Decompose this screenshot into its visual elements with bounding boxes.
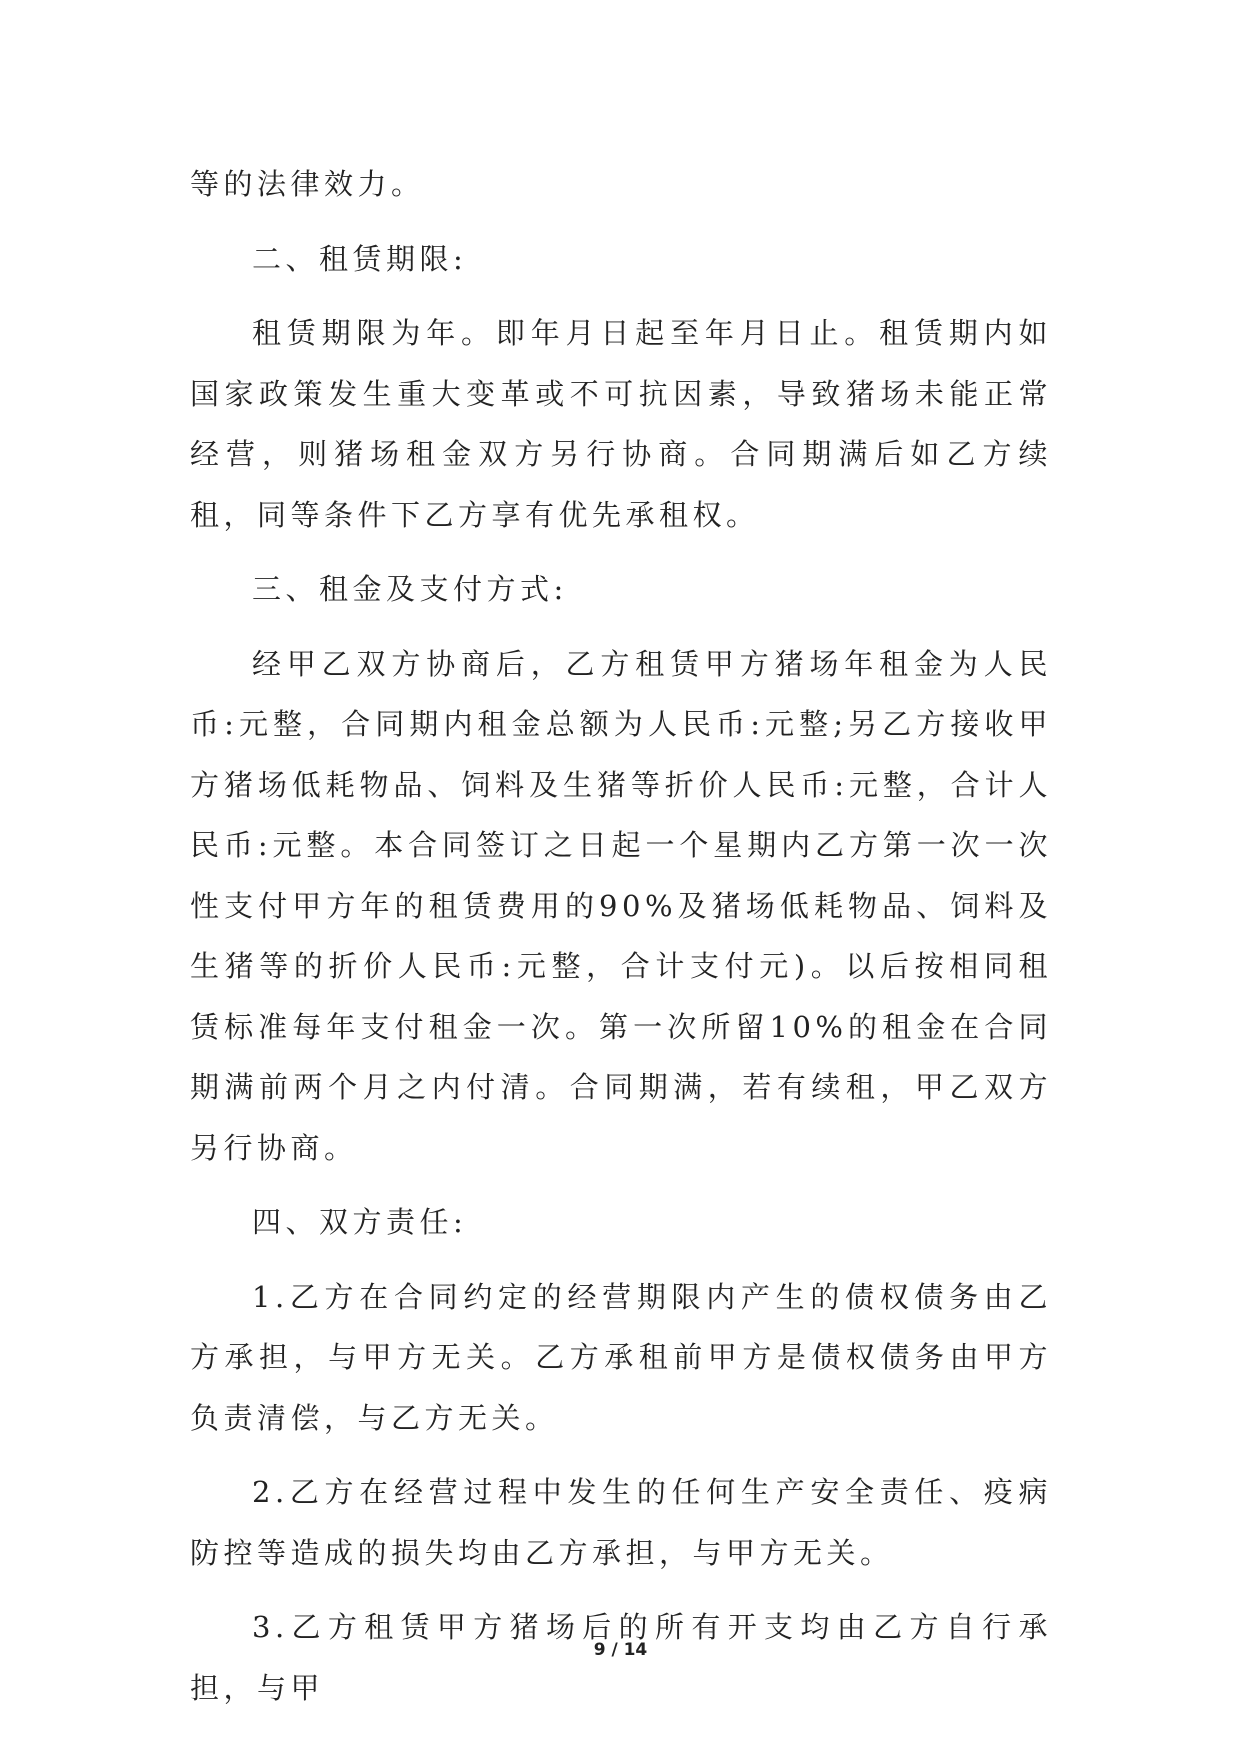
- section-heading-lease-term: 二、租赁期限:: [252, 241, 468, 276]
- document-body: [190, 154, 1052, 1732]
- paragraph-responsibility-2: 2.乙方在经营过程中发生的任何生产安全责任、疫病防控等造成的损失均由乙方承担，与甲方无关。: [190, 1475, 1052, 1570]
- paragraph-rent-payment: 经甲乙双方协商后，乙方租赁甲方猪场年租金为人民币:元整，合同期内租金总额为人民币:元整;另乙方接收甲方猪场低耗物品、饲料及生猪等折价人民币:元整，合计人民币:元整。本合同签订之日起一个星期内乙方第一次一次性支付甲方年的租赁费用的90%及猪场低耗物品、饲料及生猪等的折价人民币:元整，合计支付元)。以后按相同租赁标准每年支付租金一次。第一次所留10%的租金在合同期满前两个月之内付清。合同期满，若有续租，甲乙双方另行协商。: [190, 646, 1052, 1165]
- page-number: 9 / 14: [593, 1640, 648, 1660]
- paragraph-responsibility-3: 3.乙方租赁甲方猪场后的所有开支均由乙方自行承担，与甲: [190, 1610, 1052, 1705]
- section-heading-responsibilities: 四、双方责任:: [252, 1205, 468, 1239]
- section-heading-rent-payment: 三、租金及支付方式:: [252, 572, 568, 606]
- paragraph-continuation: 等的法律效力。: [190, 167, 425, 201]
- paragraph-lease-term: 租赁期限为年。即年月日起至年月日止。租赁期内如国家政策发生重大变革或不可抗因素，导致猪场未能正常经营，则猪场租金双方另行协商。合同期满后如乙方续租，同等条件下乙方享有优先承租权。: [190, 316, 1052, 532]
- paragraph-responsibility-1: 1.乙方在合同约定的经营期限内产生的债权债务由乙方承担，与甲方无关。乙方承租前甲方是债权债务由甲方负责清偿，与乙方无关。: [190, 1279, 1052, 1435]
